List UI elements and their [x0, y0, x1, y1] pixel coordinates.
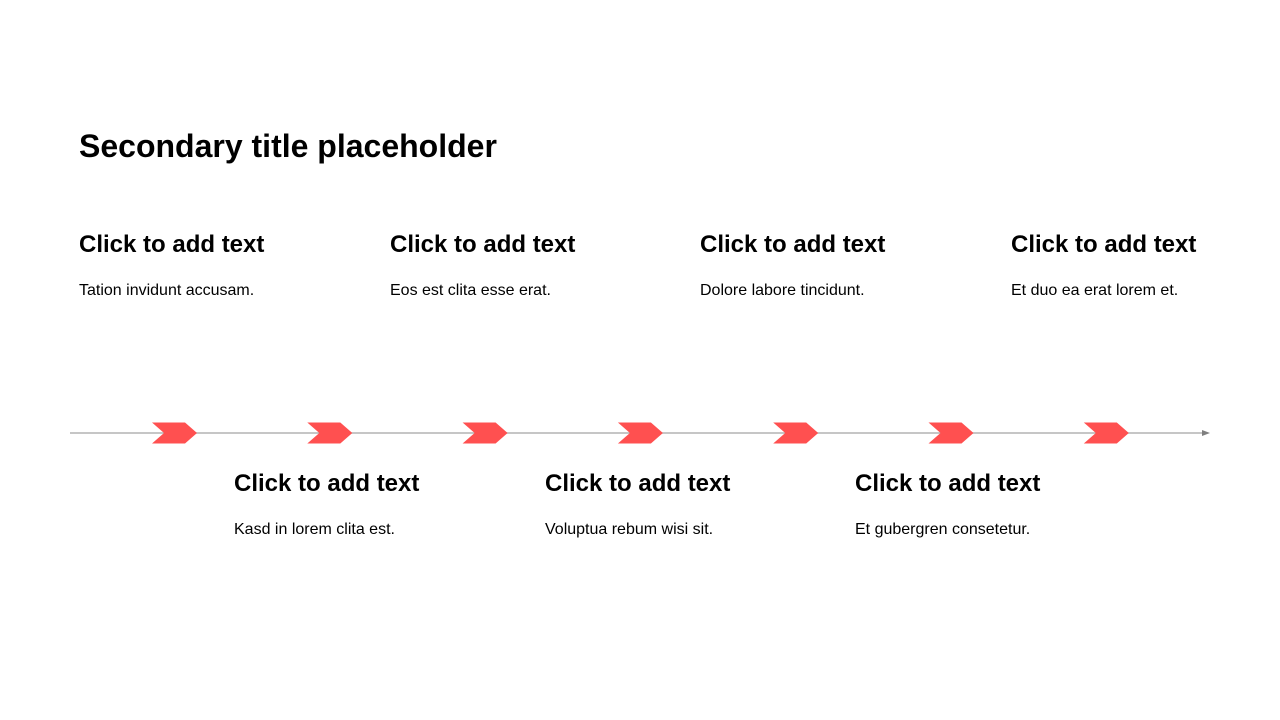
block-heading[interactable]: Click to add text [1011, 231, 1197, 258]
block-text[interactable]: Voluptua rebum wisi sit. [545, 521, 714, 538]
timeline-block-bottom-3[interactable] [855, 469, 1155, 538]
block-text[interactable]: Dolore labore tincidunt. [700, 282, 865, 299]
block-heading[interactable]: Click to add text [545, 470, 731, 497]
block-text[interactable]: Kasd in lorem clita est. [234, 521, 395, 538]
block-heading[interactable]: Click to add text [234, 470, 420, 497]
timeline-arrowhead [1202, 430, 1210, 436]
block-text[interactable]: Et gubergren consetetur. [855, 521, 1031, 538]
block-heading[interactable]: Click to add text [390, 231, 576, 258]
block-heading[interactable]: Click to add text [855, 470, 1041, 497]
timeline-block-bottom-1[interactable] [234, 469, 534, 538]
block-heading[interactable]: Click to add text [700, 231, 886, 258]
block-heading[interactable]: Click to add text [79, 231, 265, 258]
block-text[interactable]: Et duo ea erat lorem et. [1011, 282, 1179, 299]
timeline-block-bottom-2[interactable] [545, 469, 845, 538]
block-text[interactable]: Tation invidunt accusam. [79, 282, 255, 299]
block-text[interactable]: Eos est clita esse erat. [390, 282, 551, 299]
slide-title[interactable]: Secondary title placeholder [79, 128, 497, 164]
